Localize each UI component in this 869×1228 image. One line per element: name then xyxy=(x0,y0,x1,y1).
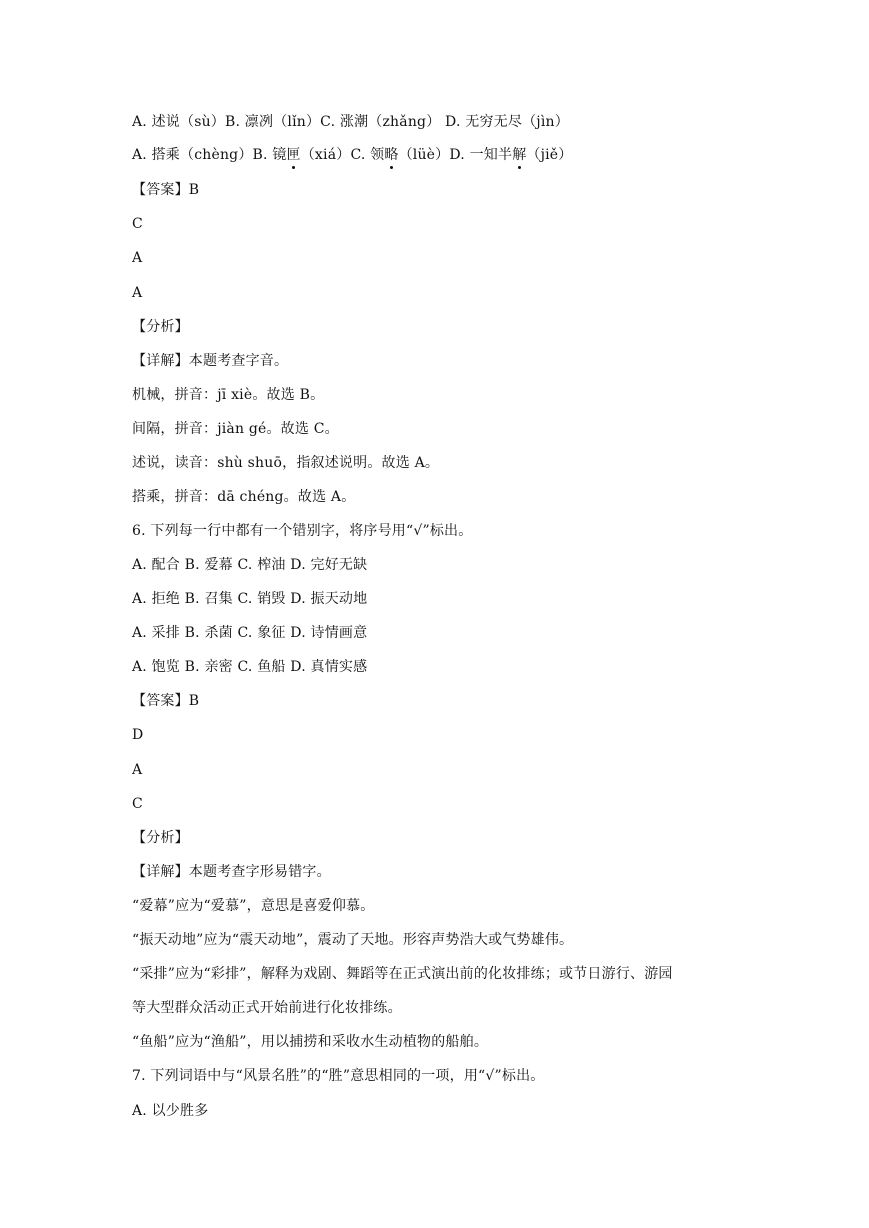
question5-option-line-1: A. 述说（sù）B. 凛冽（lǐn）C. 涨潮（zhǎng） D. 无穷无尽（jìn） xyxy=(132,114,569,130)
question6-option-line: A. 配合 B. 爱幕 C. 榨油 D. 完好无缺 xyxy=(132,557,368,573)
explanation-line: 等大型群众活动正式开始前进行化妆排练。 xyxy=(132,1000,402,1016)
explanation-heading: 【详解】本题考查字音。 xyxy=(132,353,289,369)
emphasis-dot-char: 解 xyxy=(512,147,527,163)
explanation-heading: 【详解】本题考查字形易错字。 xyxy=(132,864,331,880)
question5-option-line-2 xyxy=(132,145,573,165)
question6-option-line: A. 拒绝 B. 召集 C. 销毁 D. 振天动地 xyxy=(132,591,368,607)
answer-value: A xyxy=(132,285,143,301)
explanation-line: “鱼船”应为“渔船”，用以捕捞和采收水生动植物的船舶。 xyxy=(132,1034,489,1050)
option-text: （jiě） xyxy=(526,147,573,163)
answer-value: A xyxy=(132,762,143,778)
analysis-heading: 【分析】 xyxy=(132,319,189,335)
question-6-stem: 6. 下列每一行中都有一个错别字，将序号用“√”标出。 xyxy=(132,523,473,539)
analysis-heading: 【分析】 xyxy=(132,830,189,846)
question6-option-line: A. 采排 B. 杀菌 C. 象征 D. 诗情画意 xyxy=(132,625,368,641)
option-text: （xiá）C. 领 xyxy=(300,147,385,163)
explanation-line: 述说，读音：shù shuō，指叙述说明。故选 A。 xyxy=(132,455,440,471)
emphasis-dot-char: 匣 xyxy=(286,147,301,163)
explanation-line: 间隔，拼音：jiàn gé。故选 C。 xyxy=(132,421,339,437)
answer-value: D xyxy=(132,727,144,743)
emphasis-dot-char: 略 xyxy=(384,147,399,163)
answer-line: 【答案】B xyxy=(132,693,200,709)
question-7-stem: 7. 下列词语中与“风景名胜”的“胜”意思相同的一项，用“√”标出。 xyxy=(132,1068,545,1084)
option-text: （lüè）D. 一知半 xyxy=(398,147,513,163)
explanation-line: 机械，拼音：jī xiè。故选 B。 xyxy=(132,387,325,403)
option-text: A. 搭乘（chèng）B. 镜 xyxy=(132,147,287,163)
explanation-line: “采排”应为“彩排”，解释为戏剧、舞蹈等在正式演出前的化妆排练；或节日游行、游园 xyxy=(132,966,673,982)
answer-value: C xyxy=(132,216,143,232)
question6-option-line: A. 饱览 B. 亲密 C. 鱼船 D. 真情实感 xyxy=(132,659,368,675)
explanation-line: “爱幕”应为“爱慕”，意思是喜爱仰慕。 xyxy=(132,898,375,914)
answer-value: C xyxy=(132,796,143,812)
explanation-line: “振天动地”应为“震天动地”，震动了天地。形容声势浩大或气势雄伟。 xyxy=(132,932,574,948)
answer-value: A xyxy=(132,250,143,266)
answer-line: 【答案】B xyxy=(132,182,200,198)
question7-option-line: A. 以少胜多 xyxy=(132,1103,209,1119)
explanation-line: 搭乘，拼音：dā chéng。故选 A。 xyxy=(132,489,356,505)
